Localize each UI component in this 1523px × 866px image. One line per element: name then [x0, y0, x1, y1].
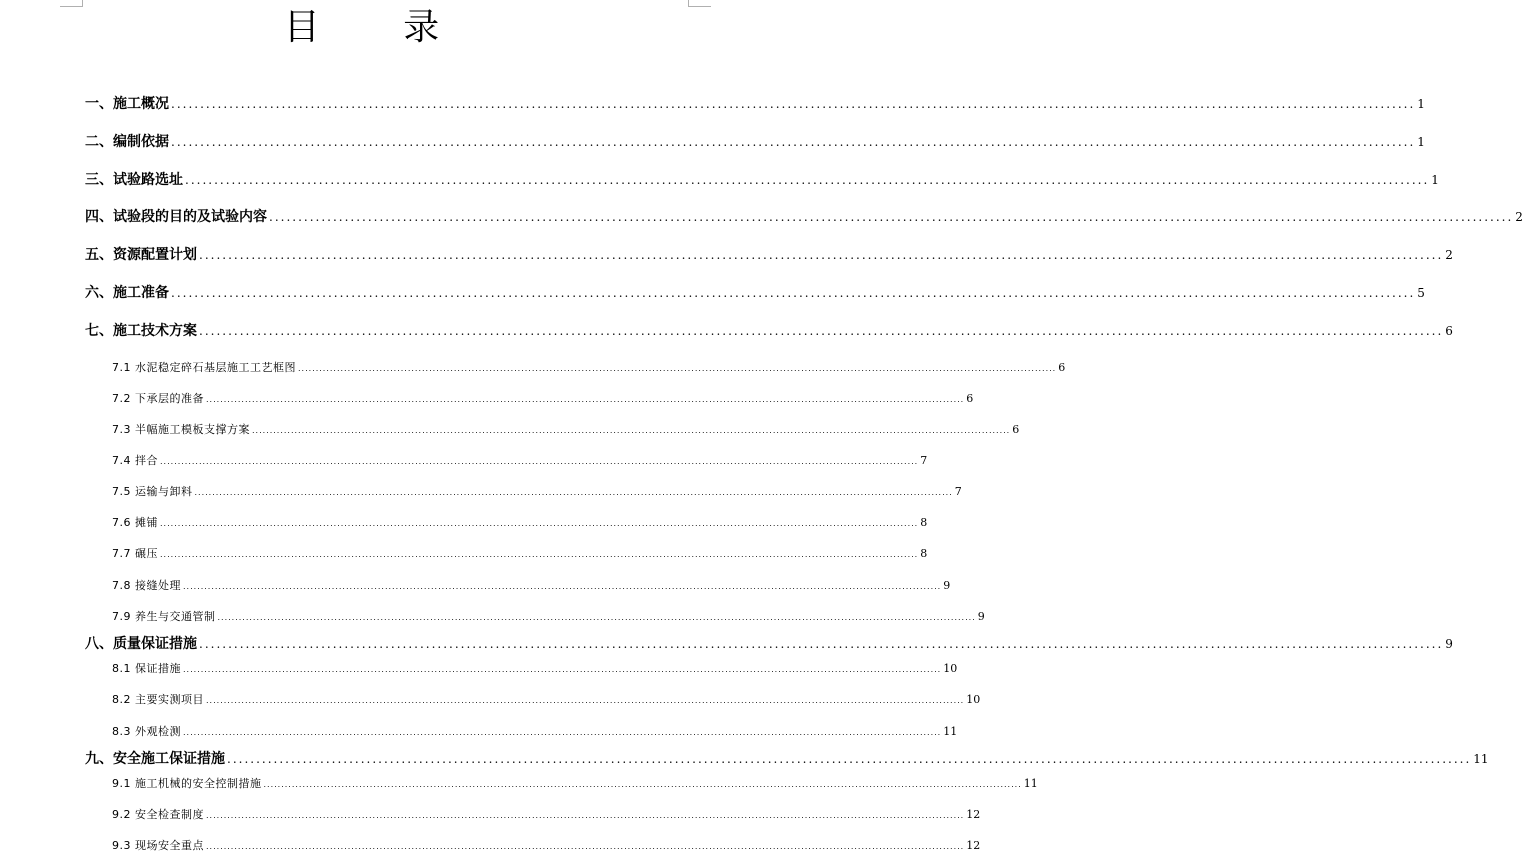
toc-entry-page: 1 [1417, 135, 1425, 149]
dot-leader: ...................................................................................................................................................................................................................... [199, 324, 1444, 338]
toc-entry-label: 8.3 外观检测 [112, 725, 181, 738]
toc-entry-label: 7.9 养生与交通管制 [112, 610, 216, 623]
dot-leader: ...................................................................................................................................................................................................................... [227, 752, 1472, 766]
toc-entry-label: 二、编制依据 [85, 134, 169, 150]
dot-leader: ...................................................................................................................................................................................................................... [183, 728, 942, 737]
toc-entry-label: 八、质量保证措施 [85, 636, 197, 652]
toc-entry-page: 10 [966, 693, 981, 706]
toc-entry-label: 8.2 主要实测项目 [112, 693, 204, 706]
dot-leader: ...................................................................................................................................................................................................................... [160, 550, 919, 559]
toc-entry-2[interactable] [85, 131, 1425, 151]
toc-entry-label: 7.1 水泥稳定碎石基层施工工艺框图 [112, 361, 296, 374]
toc-entry-label: 七、施工技术方案 [85, 323, 197, 339]
toc-entry-6[interactable] [85, 282, 1425, 302]
toc-entry-label: 7.3 半幅施工模板支撑方案 [112, 423, 250, 436]
dot-leader: ...................................................................................................................................................................................................................... [206, 696, 965, 705]
toc-entry-5[interactable] [85, 244, 1453, 264]
toc-entry-page: 8 [920, 547, 928, 560]
dot-leader: ...................................................................................................................................................................................................................... [160, 519, 919, 528]
toc-entry-label: 三、试验路选址 [85, 172, 183, 188]
toc-entry-page: 1 [1417, 97, 1425, 111]
toc-entry-label: 一、施工概况 [85, 96, 169, 112]
toc-entry-label: 7.7 碾压 [112, 547, 158, 560]
toc-entry-page: 9 [977, 610, 985, 623]
toc-entry-page: 12 [966, 808, 981, 821]
dot-leader: ...................................................................................................................................................................................................................... [171, 97, 1416, 111]
dot-leader: ...................................................................................................................................................................................................................... [171, 286, 1416, 300]
toc-subentry-7-3[interactable] [112, 421, 1020, 437]
toc-entry-page: 5 [1417, 286, 1425, 300]
toc-title: 目 录 [283, 7, 476, 48]
toc-entry-label: 7.5 运输与卸料 [112, 485, 193, 498]
toc-entry-label: 7.6 摊铺 [112, 516, 158, 529]
toc-entry-label: 9.2 安全检查制度 [112, 808, 204, 821]
toc-entry-page: 11 [1473, 752, 1489, 766]
toc-entry-label: 8.1 保证措施 [112, 662, 181, 675]
toc-entry-9[interactable] [85, 748, 1489, 768]
toc-entry-1[interactable] [85, 93, 1425, 113]
toc-entry-page: 6 [966, 392, 974, 405]
toc-entry-page: 12 [966, 839, 981, 852]
toc-entry-page: 2 [1515, 210, 1523, 224]
toc-entry-page: 8 [920, 516, 928, 529]
toc-entry-page: 1 [1431, 173, 1439, 187]
toc-entry-page: 7 [920, 454, 928, 467]
toc-subentry-7-7[interactable] [112, 545, 928, 561]
dot-leader: ...................................................................................................................................................................................................................... [263, 780, 1022, 789]
toc-subentry-9-1[interactable] [112, 775, 1038, 791]
toc-entry-label: 7.4 拌合 [112, 454, 158, 467]
toc-subentry-7-8[interactable] [112, 577, 951, 593]
toc-entry-page: 6 [1012, 423, 1020, 436]
dot-leader: ...................................................................................................................................................................................................................... [298, 364, 1057, 373]
toc-subentry-7-5[interactable] [112, 483, 962, 499]
dot-leader: ...................................................................................................................................................................................................................... [183, 665, 942, 674]
toc-entry-page: 6 [1445, 324, 1453, 338]
toc-subentry-7-2[interactable] [112, 390, 974, 406]
toc-entry-page: 10 [943, 662, 958, 675]
dot-leader: ...................................................................................................................................................................................................................... [199, 637, 1444, 651]
toc-subentry-7-4[interactable] [112, 452, 928, 468]
toc-subentry-7-6[interactable] [112, 514, 928, 530]
dot-leader: ...................................................................................................................................................................................................................... [206, 842, 965, 851]
dot-leader: ...................................................................................................................................................................................................................... [252, 426, 1011, 435]
toc-entry-label: 7.2 下承层的准备 [112, 392, 204, 405]
dot-leader: ...................................................................................................................................................................................................................... [206, 395, 965, 404]
toc-entry-label: 六、施工准备 [85, 285, 169, 301]
toc-entry-label: 9.3 现场安全重点 [112, 839, 204, 852]
toc-subentry-8-1[interactable] [112, 660, 958, 676]
dot-leader: ...................................................................................................................................................................................................................... [183, 582, 942, 591]
toc-entry-page: 6 [1058, 361, 1066, 374]
toc-subentry-8-3[interactable] [112, 723, 958, 739]
toc-entry-label: 四、试验段的目的及试验内容 [85, 209, 267, 225]
dot-leader: ...................................................................................................................................................................................................................... [269, 210, 1514, 224]
toc-subentry-7-9[interactable] [112, 608, 985, 624]
toc-entry-page: 9 [1445, 637, 1453, 651]
toc-entry-7[interactable] [85, 320, 1453, 340]
toc-entry-label: 7.8 接缝处理 [112, 579, 181, 592]
toc-entry-page: 9 [943, 579, 951, 592]
dot-leader: ...................................................................................................................................................................................................................... [171, 135, 1416, 149]
dot-leader: ...................................................................................................................................................................................................................... [199, 248, 1444, 262]
toc-subentry-7-1[interactable] [112, 359, 1066, 375]
toc-entry-page: 2 [1445, 248, 1453, 262]
toc-entry-label: 九、安全施工保证措施 [85, 751, 225, 767]
toc-entry-8[interactable] [85, 633, 1453, 653]
dot-leader: ...................................................................................................................................................................................................................... [206, 811, 965, 820]
toc-subentry-9-3[interactable] [112, 837, 981, 853]
toc-subentry-8-2[interactable] [112, 691, 981, 707]
dot-leader: ...................................................................................................................................................................................................................... [185, 173, 1430, 187]
toc-subentry-9-2[interactable] [112, 806, 981, 822]
toc-entry-page: 7 [954, 485, 962, 498]
dot-leader: ...................................................................................................................................................................................................................... [160, 457, 919, 466]
toc-entry-page: 11 [943, 725, 958, 738]
toc-entry-3[interactable] [85, 169, 1439, 189]
toc-entry-label: 9.1 施工机械的安全控制措施 [112, 777, 262, 790]
toc-entry-label: 五、资源配置计划 [85, 247, 197, 263]
toc-entry-page: 11 [1023, 777, 1038, 790]
dot-leader: ...................................................................................................................................................................................................................... [194, 488, 953, 497]
dot-leader: ...................................................................................................................................................................................................................... [217, 613, 976, 622]
toc-entry-4[interactable] [85, 206, 1523, 226]
